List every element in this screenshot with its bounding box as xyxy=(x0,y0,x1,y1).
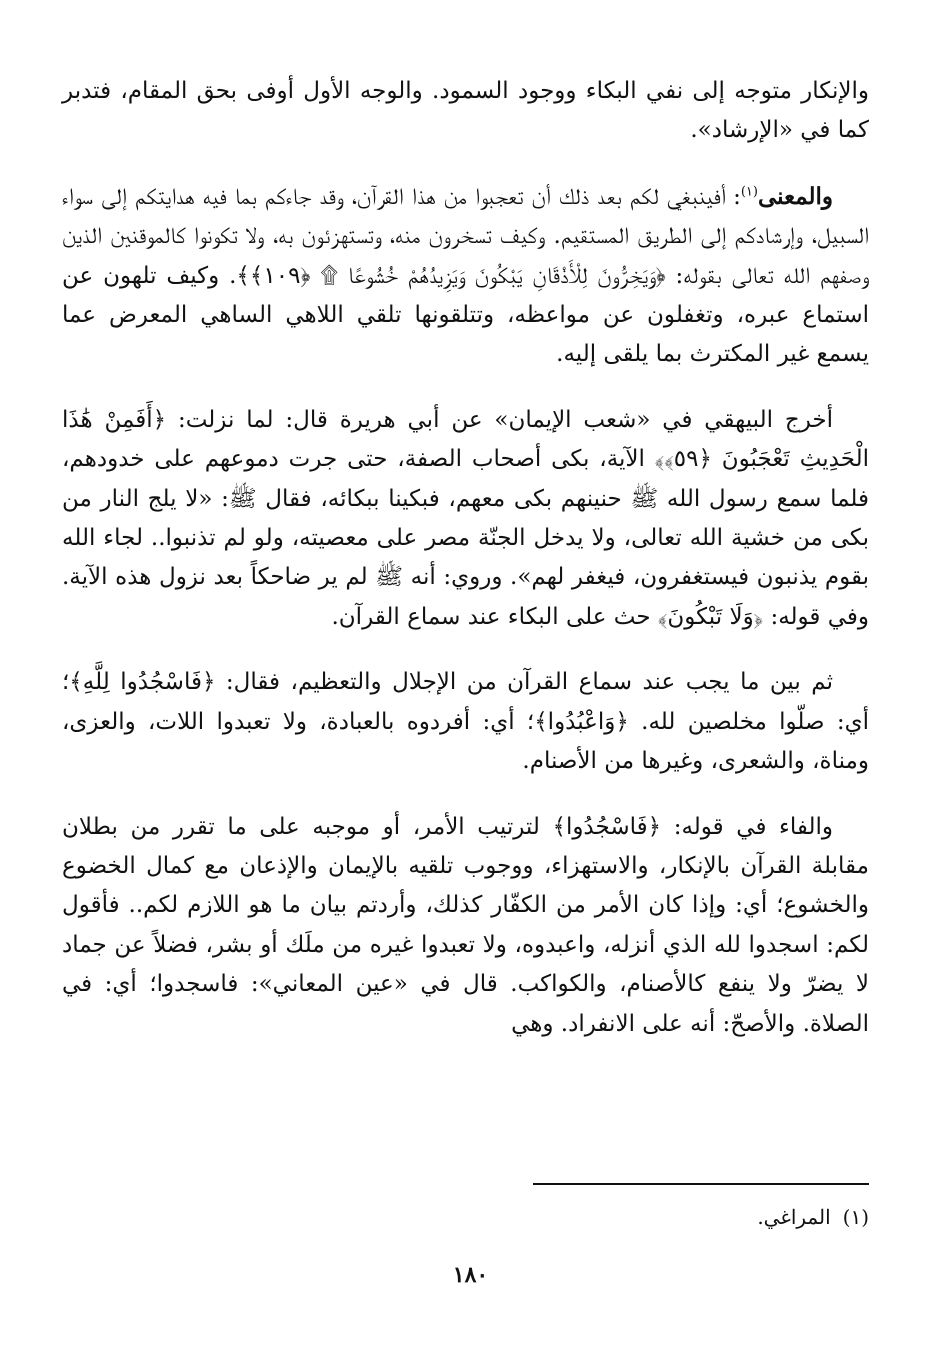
paragraph-lead-word: والمعنى xyxy=(757,182,833,210)
paragraph-text: والفاء في قوله: ﴿فَاسْجُدُوا﴾ لترتيب الأمر، أو موجبه على ما تقرر من بطلان مقابلة القرآن بالإنكار، والاستهزاء، ووجوب تلقيه بالإيمان والإذعان مع كمال الخضوع والخشوع؛ أي: وإذا كان الأمر من الكفّار كذلك، وأردتم بيان ما هو اللازم لكم.. فأقول لكم: اسجدوا لله الذي أنزله، واعبدوه، ولا تعبدوا غيره من ملَك أو بشر، فضلاً عن جماد لا يضرّ ولا ينفع كالأصنام، والكواكب. قال في «عين المعاني»: فاسجدوا؛ أي: في الصلاة. والأصحّ: أنه على الانفراد. وهي xyxy=(62,813,869,1037)
page-number: ١٨٠ xyxy=(452,1262,489,1288)
paragraph-3 xyxy=(62,401,869,637)
paragraph-text: ثم بين ما يجب عند سماع القرآن من الإجلال والتعظيم، فقال: ﴿فَاسْجُدُوا لِلَّهِ﴾؛ أي: صلّوا مخلصين لله. ﴿وَاعْبُدُوا﴾؛ أي: أفردوه بالعبادة، ولا تعبدوا اللات، والعزى، ومناة، والشعرى، وغيرها من الأصنام. xyxy=(62,669,869,775)
footnote-marker: (١) xyxy=(842,1205,869,1229)
paragraph-1 xyxy=(62,72,869,151)
paragraph-text: والإنكار متوجه إلى نفي البكاء ووجود السمود. والوجه الأول أوفى بحق المقام، فتدبر كما في «الإرشاد». xyxy=(62,78,869,144)
footnote-text: المراغي. xyxy=(757,1205,831,1229)
paragraph-2 xyxy=(62,177,869,375)
paragraph-5 xyxy=(62,808,869,1044)
footnote-separator xyxy=(533,1183,869,1185)
footnote-reference: (١) xyxy=(740,184,758,200)
footnote xyxy=(757,1203,869,1231)
paragraph-text: أخرج البيهقي في «شعب الإيمان» عن أبي هريرة قال: لما نزلت: ﴿أَفَمِنْ هَٰذَا الْحَدِيثِ تَعْجَبُونَ ﴿٥٩﴾﴾ الآية، بكى أصحاب الصفة، حتى جرت دموعهم على خدودهم، فلما سمع رسول الله ﷺ حنينهم بكى معهم، فبكينا ببكائه، فقال ﷺ: «لا يلج النار من بكى من خشية الله تعالى، ولا يدخل الجنّة مصر على معصيته، ولو لم تذنبوا.. لجاء الله بقوم يذنبون فيستغفرون، فيغفر لهم». وروي: أنه ﷺ لم ير ضاحكاً بعد نزول هذه الآية. وفي قوله: ﴿وَلَا تَبْكُونَ﴾ حث على البكاء عند سماع القرآن. xyxy=(62,406,869,630)
body-text xyxy=(62,72,869,1070)
paragraph-4 xyxy=(62,663,869,781)
paragraph-text: : أفينبغي لكم بعد ذلك أن تعجبوا من هذا القرآن، وقد جاءكم بما فيه هدايتكم إلى سواء السبيل، وإرشادكم إلى الطريق المستقيم. وكيف تسخرون منه، وتستهزئون به، ولا تكونوا كالموقنين الذين وصفهم الله تعالى بقوله: ﴿وَيَخِرُّونَ لِلْأَذْقَانِ يَبْكُونَ وَيَزِيدُهُمْ خُشُوعًا ۩ ﴿١٠٩﴾﴾. وكيف تلهون عن استماع عبره، وتغفلون عن مواعظه، وتتلقونها تلقي اللاهي الساهي المعرض عما يسمع غير المكترث بما يلقى إليه. xyxy=(62,183,870,368)
